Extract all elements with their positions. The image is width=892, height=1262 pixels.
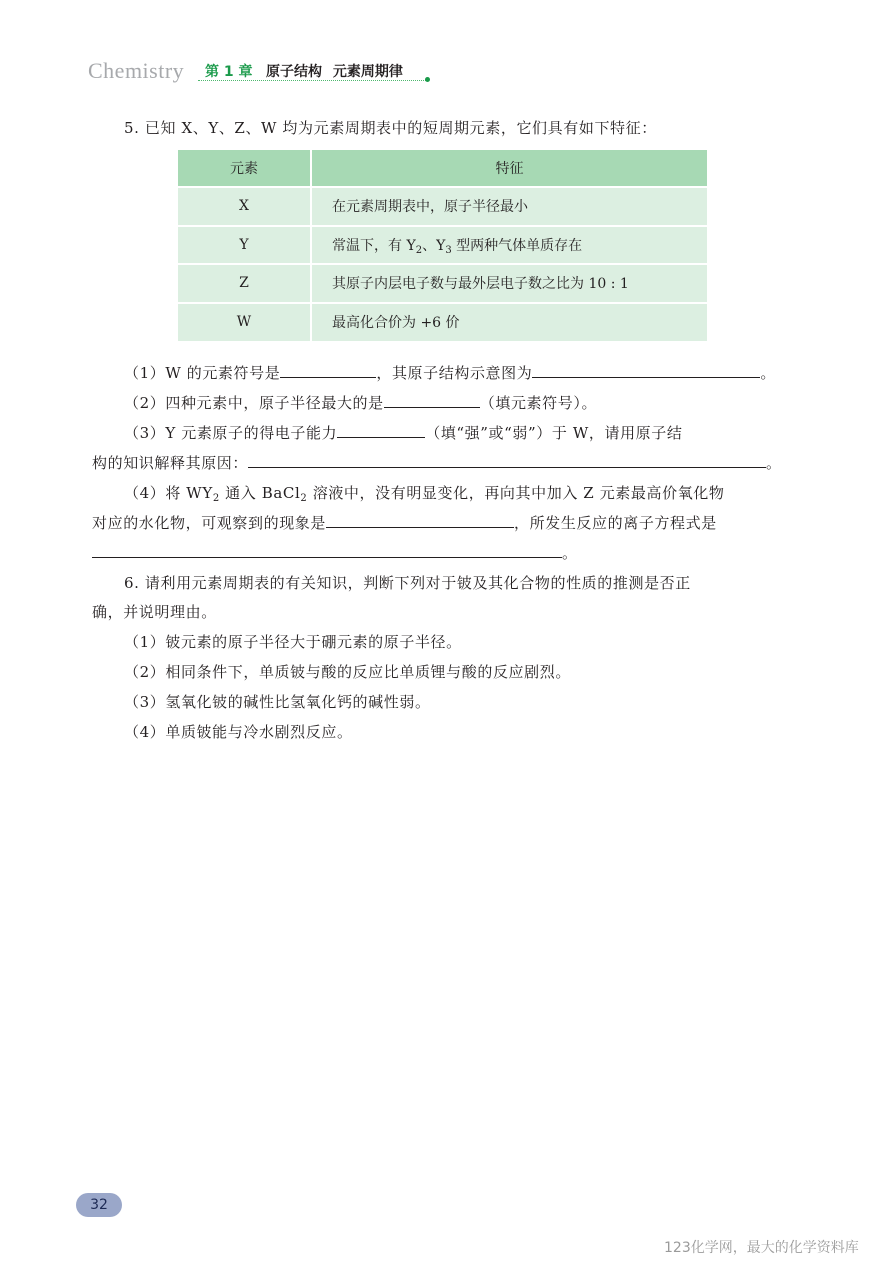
header-rule — [198, 80, 428, 81]
subscript: 2 — [300, 493, 308, 504]
question-5-part-4-answer — [92, 542, 578, 564]
question-6-item: （4）单质铍能与冷水剧烈反应。 — [124, 723, 353, 741]
table-row — [178, 303, 707, 342]
question-5-part-3-cont — [92, 452, 782, 474]
part-text: ，其原子结构示意图为 — [376, 364, 533, 382]
question-6-item: （1）铍元素的原子半径大于硼元素的原子半径。 — [124, 633, 462, 651]
feature-cell: 最高化合价为 +6 价 — [311, 303, 707, 342]
page-number: 32 — [76, 1193, 122, 1217]
question-5-part-1 — [124, 362, 776, 384]
watermark: 123化学网，最大的化学资料库 — [664, 1240, 859, 1256]
part-text: 。 — [562, 544, 578, 562]
element-features-table — [178, 150, 707, 341]
part-text: 溶液中，没有明显变化，再向其中加入 Z 元素最高价氧化物 — [307, 484, 725, 502]
chapter-number: 第 1 章 — [205, 64, 253, 80]
part-text: ，所发生反应的离子方程式是 — [514, 514, 717, 532]
part-text: 。 — [766, 454, 782, 472]
answer-blank[interactable] — [248, 454, 766, 468]
part-text: 通入 BaCl — [219, 484, 301, 502]
part-text: 构的知识解释其原因： — [92, 454, 249, 472]
feature-cell: 其原子内层电子数与最外层电子数之比为 10 : 1 — [311, 264, 707, 303]
header-feature: 特征 — [311, 150, 707, 187]
part-text: （1）W 的元素符号是 — [124, 364, 281, 382]
question-5-part-2 — [124, 392, 597, 414]
part-text: （3）Y 元素原子的得电子能力 — [124, 424, 338, 442]
subject-brand: Chemistry — [88, 58, 185, 83]
feature-text: 常温下，有 Y — [332, 237, 416, 254]
feature-text: 型两种气体单质存在 — [451, 237, 583, 254]
feature-cell — [311, 226, 707, 265]
element-cell: X — [178, 187, 311, 226]
answer-blank[interactable] — [92, 544, 562, 558]
question-5-part-4-cont — [92, 512, 717, 534]
feature-text: 、Y — [422, 237, 446, 254]
answer-blank[interactable] — [532, 364, 760, 378]
table-row — [178, 187, 707, 226]
question-5-part-4 — [124, 482, 725, 504]
element-cell: Z — [178, 264, 311, 303]
part-text: 。 — [760, 364, 776, 382]
question-5-part-3 — [124, 422, 682, 444]
subscript: 2 — [212, 493, 220, 504]
subscript: 2 — [415, 244, 423, 256]
subscript: 3 — [445, 244, 452, 256]
chapter-title: 原子结构 元素周期律 — [266, 64, 403, 80]
table-header-row — [178, 150, 707, 187]
question-6-intro-cont: 确，并说明理由。 — [92, 603, 217, 621]
answer-blank[interactable] — [326, 514, 514, 528]
table-row — [178, 264, 707, 303]
element-cell: W — [178, 303, 311, 342]
answer-blank[interactable] — [280, 364, 376, 378]
part-text: （2）四种元素中，原子半径最大的是 — [124, 394, 384, 412]
element-cell: Y — [178, 226, 311, 265]
table-row — [178, 226, 707, 265]
question-5-intro: 5. 已知 X、Y、Z、W 均为元素周期表中的短周期元素，它们具有如下特征： — [124, 119, 657, 137]
running-header — [88, 58, 433, 84]
feature-cell: 在元素周期表中，原子半径最小 — [311, 187, 707, 226]
question-6-item: （3）氢氧化铍的碱性比氢氧化钙的碱性弱。 — [124, 693, 431, 711]
part-text: （填“强”或“弱”）于 W，请用原子结 — [425, 424, 683, 442]
header-element: 元素 — [178, 150, 311, 187]
answer-blank[interactable] — [337, 424, 425, 438]
question-6-item: （2）相同条件下，单质铍与酸的反应比单质锂与酸的反应剧烈。 — [124, 663, 571, 681]
part-text: （4）将 WY — [124, 484, 213, 502]
header-dot — [425, 77, 430, 82]
question-6-intro: 6. 请利用元素周期表的有关知识，判断下列对于铍及其化合物的性质的推测是否正 — [124, 574, 691, 592]
answer-blank[interactable] — [384, 394, 480, 408]
part-text: （填元素符号）。 — [479, 394, 598, 412]
part-text: 对应的水化物，可观察到的现象是 — [92, 514, 327, 532]
